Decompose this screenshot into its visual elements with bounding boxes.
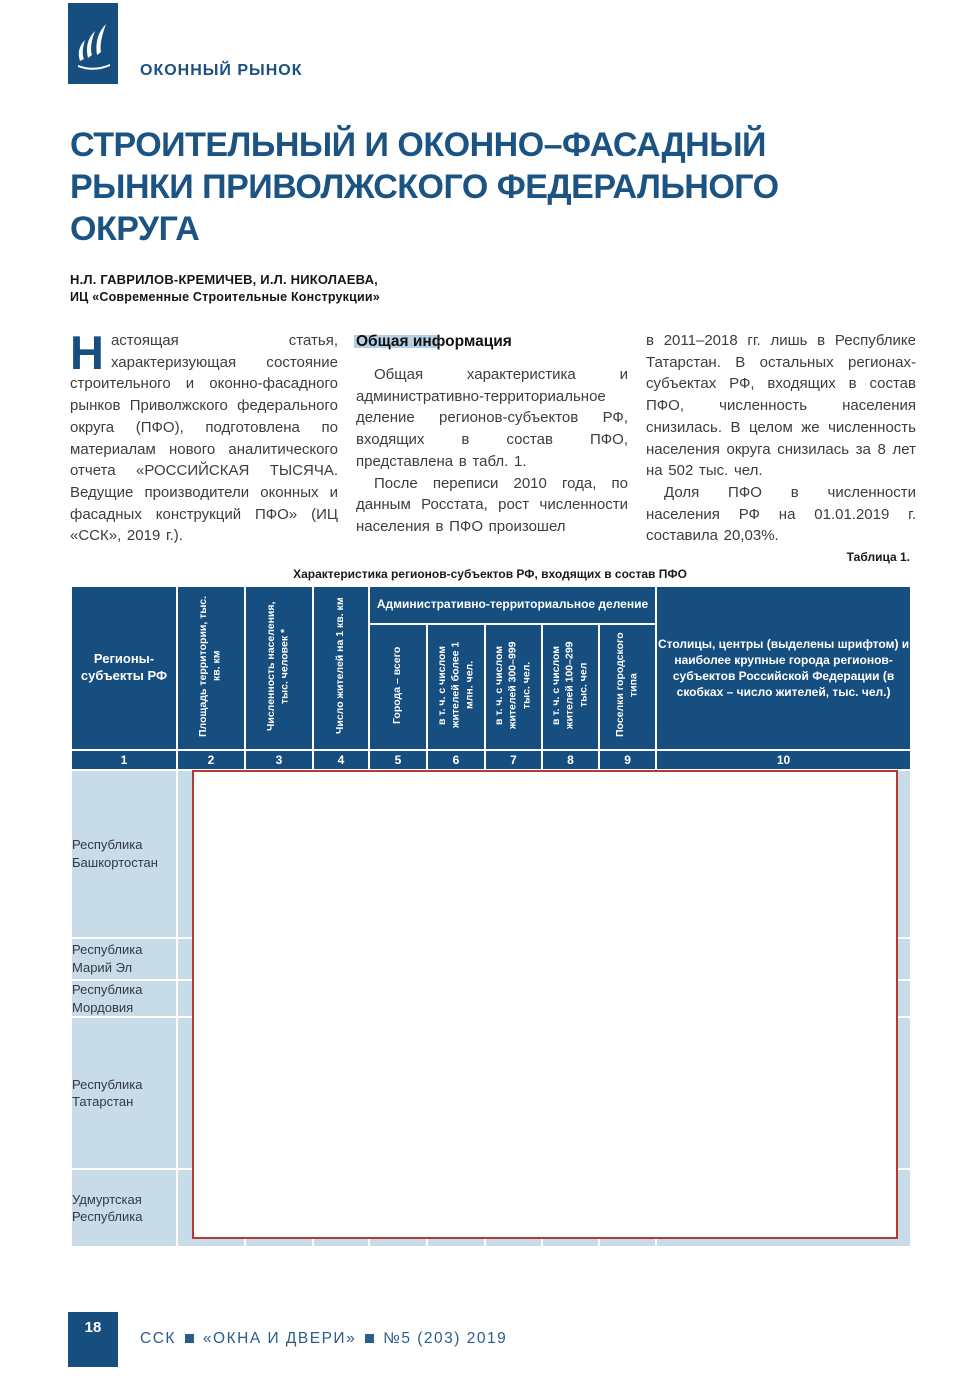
page-number-box [68, 1312, 118, 1367]
th-capitals: Столицы, центры (выделены шрифтом) и наиболее крупные города регионов-субъектов Российской Федерации (в скобках – число жителей, тыс. чел.) [656, 586, 911, 750]
table-reference-label: Таблица 1. [846, 550, 910, 564]
intro-paragraph [70, 326, 338, 547]
footer-line [140, 1330, 507, 1348]
footer-journal-abbr: ССК [140, 1330, 176, 1347]
col-number: 8 [542, 750, 599, 770]
page-number: 18 [84, 1319, 102, 1336]
text-column-2 [356, 333, 628, 538]
footer-issue: №5 (203) 2019 [383, 1330, 508, 1347]
col-number: 1 [71, 750, 177, 770]
article-title [70, 124, 779, 250]
text-column-1 [70, 326, 338, 547]
region-cell: Республика Башкортостан [71, 770, 177, 938]
intro-text: астоящая статья, характеризующая состояние строительного и оконно-фасадного рынков Приволжского федерального округа (ПФО), подготовлена по материалам нового аналитического отчета «РОССИЙСКАЯ ТЫСЯЧА. Ведущие производители оконных и фасадных конструкций ПФО» (ИЦ «ССК», 2019 г.). [70, 332, 338, 545]
th-region: Регионы-субъекты РФ [71, 586, 177, 750]
col-number: 6 [427, 750, 485, 770]
text-column-3 [646, 330, 916, 547]
col-number: 7 [485, 750, 542, 770]
region-cell: Республика Татарстан [71, 1017, 177, 1169]
footer-journal-name: «ОКНА И ДВЕРИ» [202, 1330, 357, 1347]
rubric-label: ОКОННЫЙ РЫНОК [140, 62, 303, 79]
region-cell: Удмуртская Республика [71, 1169, 177, 1247]
th-density: Число жителей на 1 кв. км [313, 586, 369, 750]
th-population: Численность населения, тыс. человек * [245, 586, 313, 750]
region-cell: Республика Марий Эл [71, 938, 177, 980]
paragraph: После переписи 2010 года, по данным Росстата, рост численности населения в ПФО произошел [356, 474, 628, 535]
th-cities-total: Города – всего [369, 624, 427, 750]
dropcap: Н [70, 326, 104, 379]
column-number-row [71, 750, 911, 770]
col-number: 2 [177, 750, 245, 770]
title-line: СТРОИТЕЛЬНЫЙ И ОКОННО–ФАСАДНЫЙ [70, 126, 766, 164]
th-cities-100-299: в т. ч. с числом жителей 100–299 тыс. чел [542, 624, 599, 750]
col-number: 9 [599, 750, 656, 770]
separator-square-icon [185, 1334, 194, 1343]
redacted-data-overlay [192, 770, 898, 1239]
region-cell: Республика Мордовия [71, 980, 177, 1017]
col-number: 10 [656, 750, 911, 770]
th-area: Площадь территории, тыс. кв. км [177, 586, 245, 750]
col-number: 4 [313, 750, 369, 770]
col-number: 3 [245, 750, 313, 770]
title-line: РЫНКИ ПРИВОЛЖСКОГО ФЕДЕРАЛЬНОГО [70, 168, 779, 206]
th-urban-settlements: Поселки городского типа [599, 624, 656, 750]
th-admin-group: Административно-территориальное деление [369, 586, 656, 624]
authors: Н.Л. ГАВРИЛОВ-КРЕМИЧЕВ, И.Л. НИКОЛАЕВА, [70, 272, 378, 287]
title-line: ОКРУГА [70, 210, 200, 248]
paragraph: Доля ПФО в численности населения РФ на 01.01.2019 г. составила 20,03%. [646, 483, 916, 545]
affiliation: ИЦ «Современные Строительные Конструкции» [70, 290, 380, 304]
section-heading: Общая информация [356, 333, 512, 350]
col-number: 5 [369, 750, 427, 770]
table-caption: Характеристика регионов-субъектов РФ, входящих в состав ПФО [293, 567, 687, 581]
byline [70, 272, 380, 304]
th-cities-300-999: в т. ч. с числом жителей 300–999 тыс. чел. [485, 624, 542, 750]
logo-feather-icon [68, 3, 118, 84]
paragraph: Общая характеристика и административно-территориальное деление регионов-субъектов РФ, входящих в состав ПФО, представлена в табл. 1. [356, 366, 628, 470]
separator-square-icon [365, 1334, 374, 1343]
th-cities-1m: в т. ч. с числом жителей более 1 млн. чел. [427, 624, 485, 750]
paragraph: в 2011–2018 гг. лишь в Республике Татарстан. В остальных регионах-субъектах РФ, входящих в состав ПФО, численность населения снизилась. В целом же численность населения округа снизилась за 8 лет на 502 тыс. чел. [646, 332, 916, 480]
magazine-logo [68, 3, 118, 84]
